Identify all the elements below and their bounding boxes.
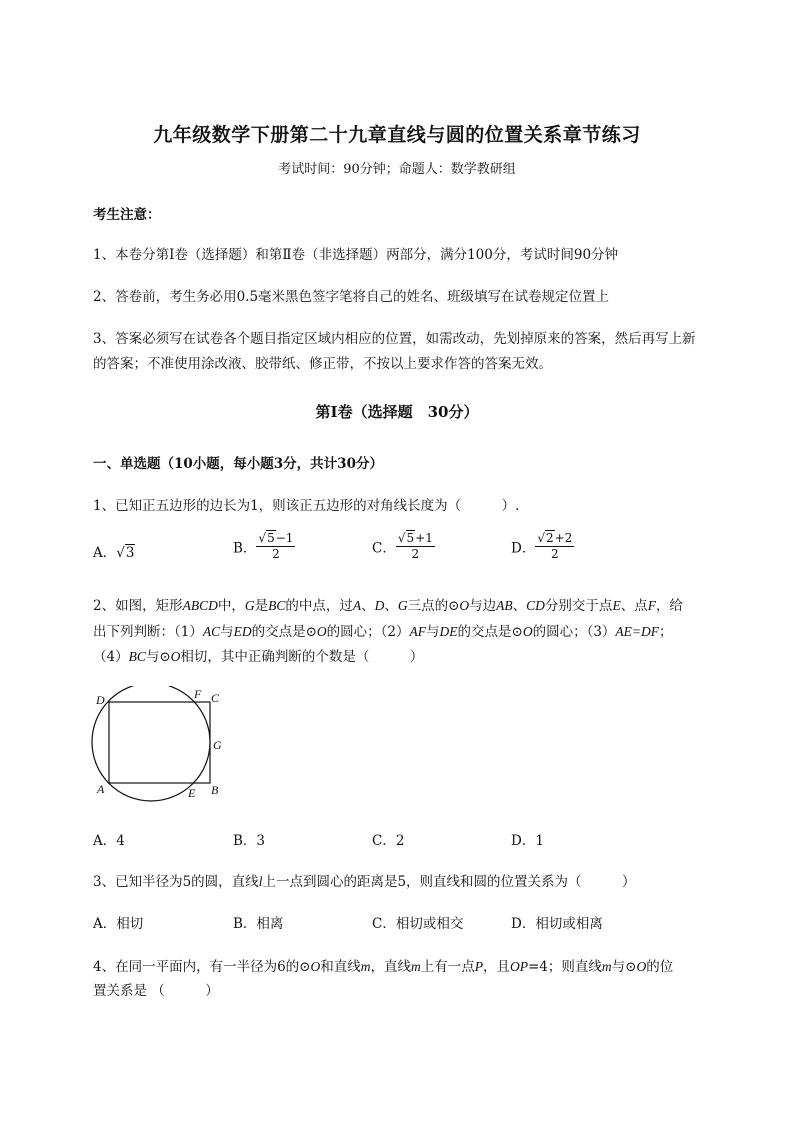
part-heading: 一、单选题（10小题，每小题3分，共计30分） bbox=[93, 456, 383, 472]
option-label: A． bbox=[93, 545, 117, 561]
q4-stem-line-2: 置关系是 （ ） bbox=[93, 983, 219, 999]
q4-stem-line-1: 4、在同一平面内，有一半径为6的⊙O和直线m，直线m上有一点P，且OP=4；则直线m与⊙O的位 bbox=[93, 959, 674, 975]
q2-option-b[interactable]: B．3 bbox=[233, 833, 266, 849]
label-f: F bbox=[194, 687, 202, 701]
option-label: D． bbox=[511, 540, 536, 557]
page-title: 九年级数学下册第二十九章直线与圆的位置关系章节练习 bbox=[153, 124, 641, 146]
circle-o bbox=[92, 686, 210, 801]
q3-stem: 3、已知半径为5的圆，直线l上一点到圆心的距离是5，则直线和圆的位置关系为（ ） bbox=[93, 874, 636, 890]
label-a: A bbox=[97, 782, 105, 796]
q3-option-b[interactable]: B．相离 bbox=[233, 916, 284, 932]
q2-figure bbox=[88, 686, 238, 806]
q1-option-a[interactable] bbox=[93, 541, 135, 561]
q2-option-d[interactable]: D．1 bbox=[511, 833, 544, 849]
notice-item-3-cont: 的答案；不准使用涂改液、胶带纸、修正带，不按以上要求作答的答案无效。 bbox=[93, 356, 552, 372]
q3-option-d[interactable]: D．相切或相离 bbox=[511, 916, 603, 932]
notice-item-2: 2、答卷前，考生务必用0.5毫米黑色签字笔将自己的姓名、班级填写在试卷规定位置上 bbox=[93, 289, 610, 305]
q2-option-a[interactable]: A．4 bbox=[93, 833, 125, 849]
q2-stem-line-2: 出下列判断：（1）AC与ED的交点是⊙O的圆心；（2）AF与DE的交点是⊙O的圆心；（3）AE=DF； bbox=[93, 624, 673, 640]
fraction: $\frac{√2+2}{2}$ bbox=[537, 531, 573, 562]
numerator-tail: −1 bbox=[275, 531, 294, 545]
q1-option-b[interactable] bbox=[233, 532, 295, 561]
q1-stem: 1、已知正五边形的边长为1，则该正五边形的对角线长度为（ ）. bbox=[93, 498, 520, 514]
q2-stem-line-3: （4）BC与⊙O相切，其中正确判断的个数是（ ） bbox=[93, 649, 424, 665]
radicand: 3 bbox=[125, 545, 135, 561]
numerator-tail: +1 bbox=[415, 531, 433, 545]
q3-option-a[interactable]: A．相切 bbox=[93, 916, 144, 932]
label-d: D bbox=[96, 693, 105, 707]
option-label: C． bbox=[372, 540, 396, 557]
label-c: C bbox=[211, 691, 220, 705]
sqrt-expression: √3 bbox=[116, 545, 135, 561]
notice-item-1: 1、本卷分第Ⅰ卷（选择题）和第Ⅱ卷（非选择题）两部分，满分100分，考试时间90分钟 bbox=[93, 247, 619, 263]
numerator-tail: +2 bbox=[554, 531, 573, 545]
rectangle-abcd bbox=[109, 702, 210, 783]
radicand: 5 bbox=[267, 531, 275, 545]
fraction: $\frac{√5-1}{2}$ bbox=[258, 531, 294, 562]
q1-option-c[interactable] bbox=[372, 532, 435, 561]
denominator: 2 bbox=[411, 547, 420, 562]
label-e: E bbox=[188, 786, 196, 800]
exam-info: 考试时间：90分钟；命题人：数学教研组 bbox=[278, 162, 516, 177]
q3-option-c[interactable]: C．相切或相交 bbox=[372, 916, 464, 932]
section-title: 第Ⅰ卷（选择题 30分） bbox=[315, 403, 479, 421]
q2-stem-line-1: 2、如图，矩形ABCD中，G是BC的中点，过A、D、G三点的⊙O与边AB、CD分别交于点E、点F，给 bbox=[93, 598, 683, 614]
radicand: 2 bbox=[545, 531, 554, 545]
notice-item-3: 3、答案必须写在试卷各个题目指定区域内相应的位置，如需改动，先划掉原来的答案，然后再写上新 bbox=[93, 331, 696, 347]
option-label: B． bbox=[233, 540, 257, 557]
q1-option-d[interactable] bbox=[511, 532, 574, 561]
label-b: B bbox=[211, 783, 219, 797]
fraction: $\frac{√5+1}{2}$ bbox=[397, 531, 433, 562]
q2-option-c[interactable]: C．2 bbox=[372, 833, 405, 849]
label-g: G bbox=[213, 738, 222, 752]
notice-heading: 考生注意： bbox=[93, 207, 161, 223]
denominator: 2 bbox=[551, 547, 559, 562]
denominator: 2 bbox=[272, 547, 280, 562]
radicand: 5 bbox=[406, 531, 415, 545]
